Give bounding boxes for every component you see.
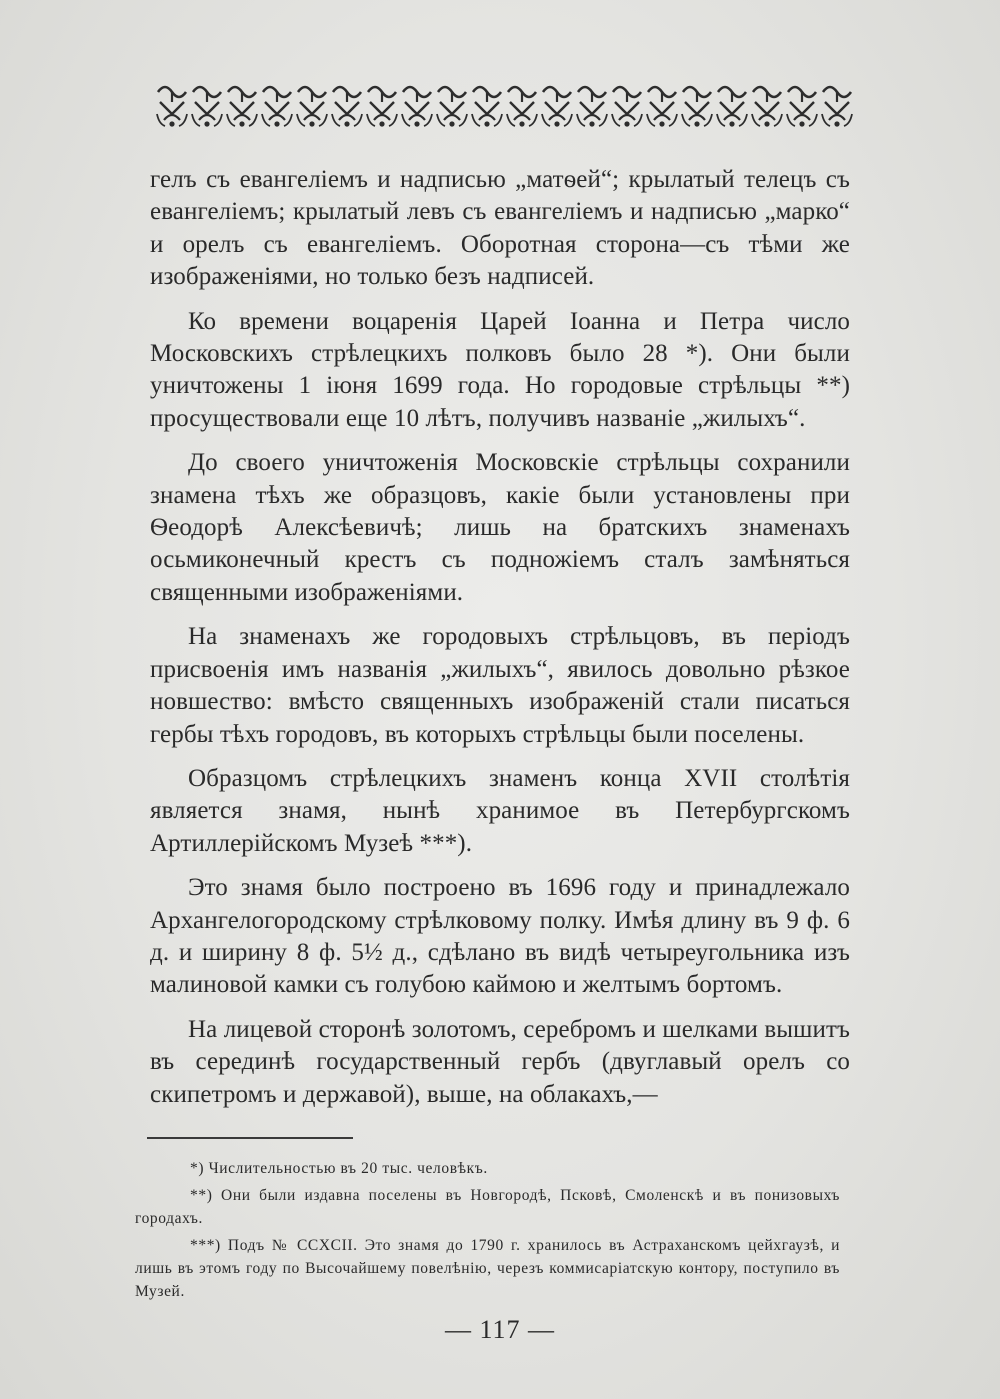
footnote-3: ***) Подъ № CCXCII. Это знамя до 1790 г. хранилось въ Астраханскомъ цейхгаузѣ, и лишь въ этомъ году по Высочайшему повелѣнію, черезъ коммисаріатскую контору, поступило въ Музей. — [135, 1237, 840, 1300]
ornament-motif — [262, 87, 292, 127]
ornament-motif — [752, 87, 782, 127]
ornament-motif — [437, 87, 467, 127]
ornament-motif — [822, 87, 852, 127]
ornament-motif — [612, 87, 642, 127]
ornament-motif — [787, 87, 817, 127]
footnote-1: *) Числительностью въ 20 тыс. человѣкъ. — [190, 1160, 488, 1177]
paragraph-2: Ко времени воцаренія Царей Іоанна и Петра число Московскихъ стрѣлецкихъ полковъ было 28 *). Они были уничтожены 1 іюня 1699 года. Но городовые стрѣльцы **) просуществовали еще 10 лѣтъ, получивъ названіе „жилыхъ“. — [150, 307, 850, 432]
footnotes — [135, 1157, 840, 1307]
ornament-motif — [717, 87, 747, 127]
ornament-motif — [227, 87, 257, 127]
ornament-motif — [542, 87, 572, 127]
main-text — [150, 164, 850, 1123]
footnote-divider — [147, 1137, 353, 1139]
ornament-motif — [157, 87, 187, 127]
paragraph-6: Это знамя было построено въ 1696 году и принадлежало Архангелогородскому стрѣлковому полку. Имѣя длину въ 9 ф. 6 д. и ширину 8 ф. 5½ д., сдѣлано въ видѣ четыреугольника изъ малиновой камки съ голубою каймою и желтымъ бортомъ. — [150, 874, 850, 999]
paragraph-7: На лицевой сторонѣ золотомъ, серебромъ и шелками вышитъ въ серединѣ государственный гербъ (двуглавый орелъ со скипетромъ и державой), выше, на облакахъ,— — [150, 1015, 850, 1108]
paragraph-4: На знаменахъ же городовыхъ стрѣльцовъ, въ періодъ присвоенія имъ названія „жилыхъ“, явилось довольно рѣзкое новшество: вмѣсто священныхъ изображеній стали писаться гербы тѣхъ городовъ, въ которыхъ стрѣльцы были поселены. — [150, 623, 850, 748]
paragraph-1: гелъ съ евангеліемъ и надписью „матѳей“; крылатый телецъ съ евангеліемъ; крылатый левъ съ евангеліемъ и надписью „марко“ и орелъ съ евангеліемъ. Оборотная сторона—съ тѣми же изображеніями, но только безъ надписей. — [150, 166, 850, 291]
ornamental-header-border — [155, 76, 855, 132]
page-number: — 117 — — [444, 1315, 556, 1344]
ornament-motif — [402, 87, 432, 127]
ornament-motif — [472, 87, 502, 127]
ornament-motif — [507, 87, 537, 127]
ornament-motif — [297, 87, 327, 127]
paragraph-5: Образцомъ стрѣлецкихъ знаменъ конца XVII столѣтія является знамя, нынѣ хранимое въ Петербургскомъ Артиллерійскомъ Музеѣ ***). — [150, 764, 850, 857]
ornament-motif — [192, 87, 222, 127]
ornament-motif — [647, 87, 677, 127]
ornament-motif — [577, 87, 607, 127]
ornament-motif — [682, 87, 712, 127]
paragraph-3: До своего уничтоженія Московскіе стрѣльцы сохранили знамена тѣхъ же образцовъ, какіе были установлены при Ѳеодорѣ Алексѣевичѣ; лишь на братскихъ знаменахъ осьмиконечный крестъ съ подножіемъ сталъ замѣняться священными изображеніями. — [150, 449, 850, 606]
ornament-motif — [367, 87, 397, 127]
footnote-2: **) Они были издавна поселены въ Новгородѣ, Псковѣ, Смоленскѣ и въ понизовыхъ городахъ. — [135, 1187, 840, 1227]
ornament-motif — [332, 87, 362, 127]
